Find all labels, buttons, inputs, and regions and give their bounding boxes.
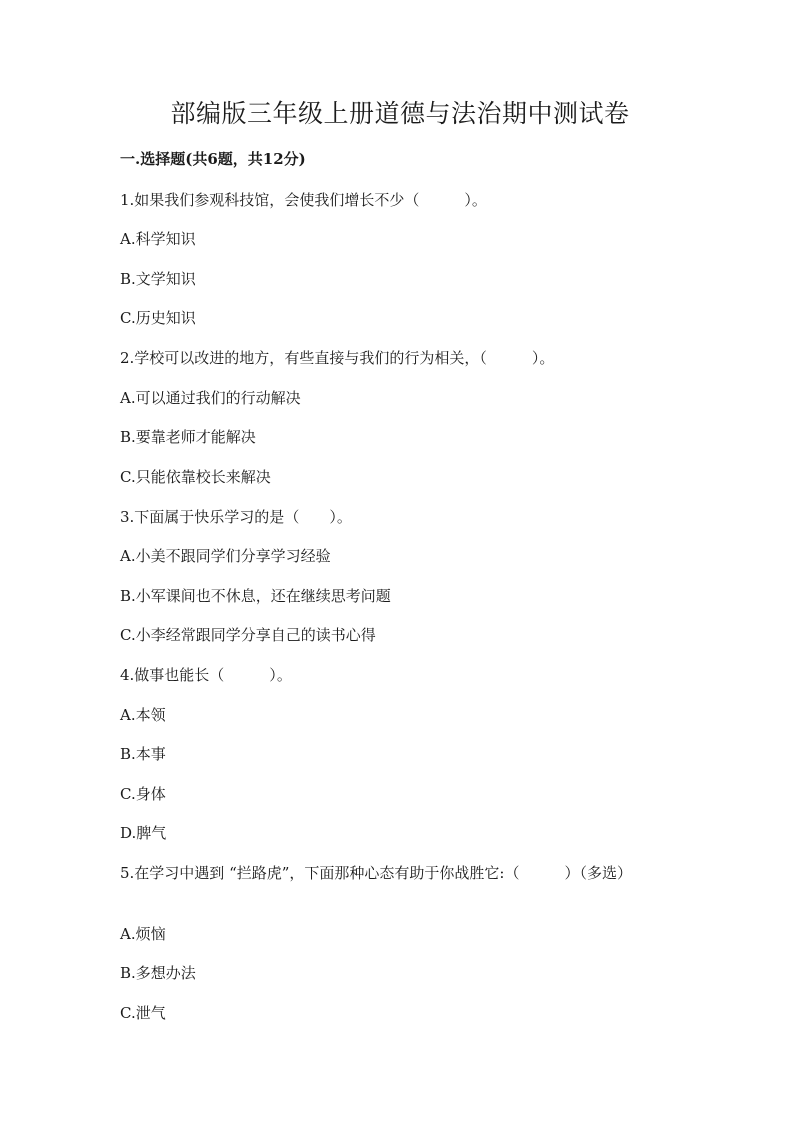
section-heading: 一.选择题(共6题，共12分) [120, 150, 306, 168]
question-1-option-b: B.文学知识 [120, 270, 196, 288]
question-1-stem: 1.如果我们参观科技馆，会使我们增长不少（ ）。 [120, 191, 487, 209]
question-4-option-d: D.脾气 [120, 824, 167, 842]
question-1-option-c: C.历史知识 [120, 309, 196, 327]
question-4-option-c: C.身体 [120, 785, 166, 803]
question-3-stem: 3.下面属于快乐学习的是（ ）。 [120, 508, 352, 526]
question-5-stem: 5.在学习中遇到 “拦路虎”，下面那种心态有助于你战胜它:（ ）（多选） [120, 864, 632, 882]
question-5-option-a: A.烦恼 [120, 925, 166, 943]
question-5-option-b: B.多想办法 [120, 964, 196, 982]
exam-title: 部编版三年级上册道德与法治期中测试卷 [170, 99, 630, 128]
question-4-stem: 4.做事也能长（ ）。 [120, 666, 292, 684]
question-2-stem: 2.学校可以改进的地方，有些直接与我们的行为相关，（ ）。 [120, 349, 555, 367]
question-1-option-a: A.科学知识 [120, 230, 196, 248]
question-2-option-b: B.要靠老师才能解决 [120, 428, 256, 446]
question-4-option-b: B.本事 [120, 745, 166, 763]
question-3-option-b: B.小军课间也不休息，还在继续思考问题 [120, 587, 391, 605]
question-2-option-c: C.只能依靠校长来解决 [120, 468, 271, 486]
question-4-option-a: A.本领 [120, 706, 166, 724]
question-5-option-c: C.泄气 [120, 1004, 166, 1022]
question-3-option-c: C.小李经常跟同学分享自己的读书心得 [120, 626, 376, 644]
question-3-option-a: A.小美不跟同学们分享学习经验 [120, 547, 331, 565]
question-2-option-a: A.可以通过我们的行动解决 [120, 389, 301, 407]
